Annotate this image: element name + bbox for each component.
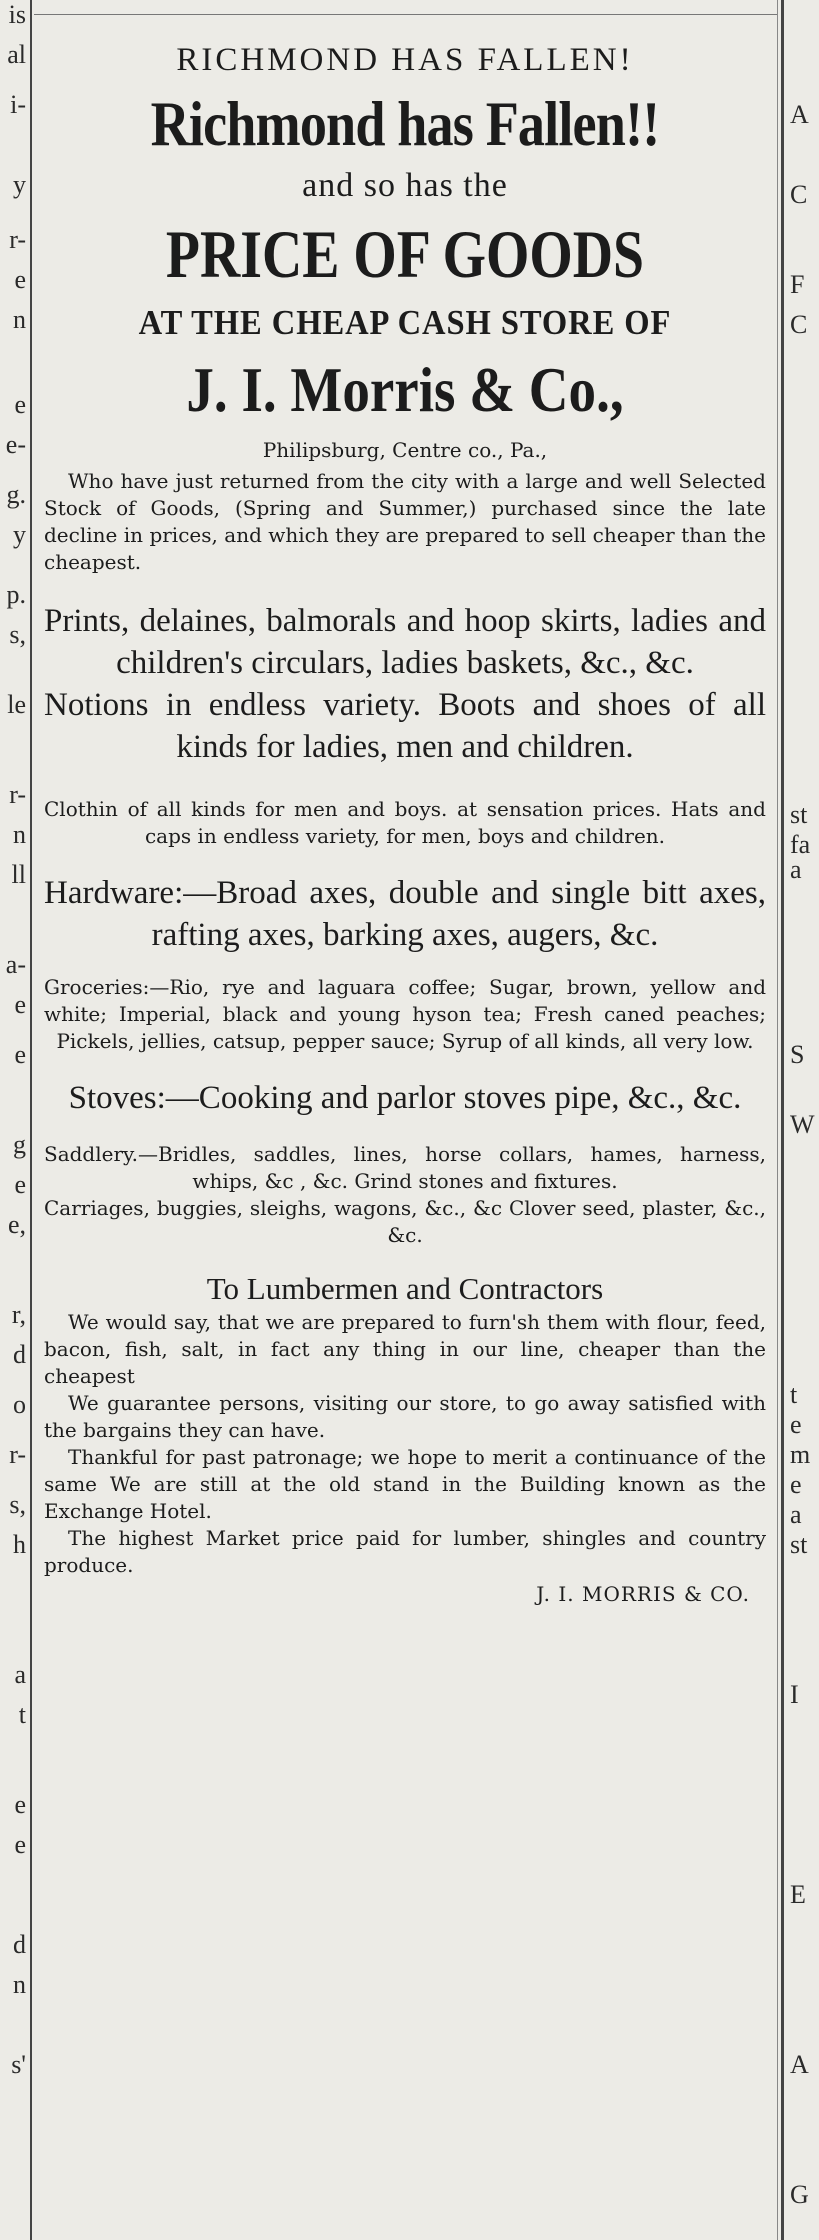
stoves-paragraph: Stoves:—Cooking and parlor stoves pipe, &c., &c. bbox=[68, 1080, 742, 1116]
headline-4: PRICE OF GOODS bbox=[165, 216, 645, 292]
groceries-paragraph: Groceries:—Rio, rye and laguara coffee; Sugar, brown, yellow and white; Imperial, black and young hyson tea; Fresh caned peaches; Pickels, jellies, catsup, pepper sauce; Syrup of all kinds, all very low. bbox=[44, 975, 766, 1053]
right-column-rule-inner bbox=[777, 0, 778, 2240]
left-fragment-text-17: a- bbox=[5, 950, 26, 979]
left-fragment-text-18: e bbox=[14, 990, 26, 1019]
lumbermen-heading: To Lumbermen and Contractors bbox=[206, 1271, 604, 1306]
headline-2: Richmond has Fallen!! bbox=[150, 89, 660, 159]
left-fragment-text-27: s, bbox=[9, 1490, 26, 1519]
left-fragment-text-21: e bbox=[14, 1170, 26, 1199]
right-fragment-text-12: e bbox=[790, 1470, 802, 1499]
carriages-paragraph: Carriages, buggies, sleighs, wagons, &c., &c Clover seed, plaster, &c., &c. bbox=[44, 1196, 766, 1247]
intro-paragraph: Who have just returned from the city with a large and well Selected Stock of Goods, (Spring and Summer,) purchased since the late decline in prices, and which they are prepared to sell cheaper than the cheapest. bbox=[44, 469, 766, 574]
left-fragment-text-15: n bbox=[13, 820, 26, 849]
left-fragment-text-14: r- bbox=[9, 780, 26, 809]
left-fragment-text-1: al bbox=[7, 40, 26, 69]
saddlery-paragraph: Saddlery.—Bridles, saddles, lines, horse collars, hames, harness, whips, &c , &c. Grind stones and fixtures. bbox=[44, 1142, 766, 1193]
signature: J. I. MORRIS & CO. bbox=[536, 1582, 750, 1606]
clothing-paragraph: Clothin of all kinds for men and boys. at sensation prices. Hats and caps in endless variety, for men, boys and children. bbox=[44, 797, 766, 848]
right-fragment-text-6: a bbox=[790, 855, 802, 884]
right-fragment-text-3: C bbox=[790, 310, 808, 339]
left-fragment-text-0: is bbox=[8, 0, 26, 29]
left-fragment-text-34: n bbox=[13, 1970, 26, 1999]
headline-5: AT THE CHEAP CASH STORE OF bbox=[138, 303, 672, 342]
left-fragment-text-30: t bbox=[18, 1700, 26, 1729]
left-fragment-text-12: s, bbox=[9, 620, 26, 649]
left-fragment-text-10: y bbox=[13, 520, 26, 549]
left-fragment-text-32: e bbox=[14, 1830, 26, 1859]
right-fragment-text-18: G bbox=[790, 2180, 809, 2209]
left-fragment-text-2: i- bbox=[10, 90, 26, 119]
right-fragment-text-2: F bbox=[790, 270, 805, 299]
right-fragment-text-17: A bbox=[790, 2050, 809, 2079]
thanks-paragraph: Thankful for past patronage; we hope to merit a continuance of the same We are still at the old stand in the Building known as the Exchange Hotel. bbox=[44, 1445, 766, 1523]
right-fragment-text-16: E bbox=[790, 1880, 806, 1909]
firm-name: J. I. Morris & Co., bbox=[186, 354, 624, 425]
location: Philipsburg, Centre co., Pa., bbox=[262, 438, 548, 462]
left-fragment-text-33: d bbox=[13, 1930, 26, 1959]
left-fragment-text-31: e bbox=[14, 1790, 26, 1819]
left-fragment-text-3: y bbox=[13, 170, 26, 199]
left-fragment-text-29: a bbox=[14, 1660, 26, 1689]
left-fragment-text-22: e, bbox=[7, 1210, 26, 1239]
right-fragment-text-11: m bbox=[790, 1440, 811, 1469]
left-fragment-text-5: e bbox=[14, 265, 26, 294]
right-fragment-text-10: e bbox=[790, 1410, 802, 1439]
advertisement bbox=[44, 40, 766, 1609]
left-fragment-text-9: g. bbox=[6, 480, 26, 509]
headline-3: and so has the bbox=[302, 167, 508, 204]
left-fragment-text-6: n bbox=[13, 305, 26, 334]
prints-paragraph: Prints, delaines, balmorals and hoop skirts, ladies and children's circulars, ladies baskets, &c., &c. bbox=[44, 603, 766, 681]
right-fragment-text-7: S bbox=[790, 1040, 805, 1069]
right-fragment-text-0: A bbox=[790, 100, 809, 129]
notions-paragraph: Notions in endless variety. Boots and shoes of all kinds for ladies, men and children. bbox=[44, 687, 766, 765]
right-column-rule bbox=[781, 0, 784, 2240]
guarantee-paragraph: We guarantee persons, visiting our store, to go away satisfied with the bargains they can have. bbox=[44, 1391, 766, 1442]
left-fragment-text-26: r- bbox=[9, 1440, 26, 1469]
right-fragment-text-13: a bbox=[790, 1500, 802, 1529]
right-fragment-text-15: I bbox=[790, 1680, 799, 1709]
market-paragraph: The highest Market price paid for lumber, shingles and country produce. bbox=[44, 1526, 766, 1577]
left-fragment-text-35: s' bbox=[11, 2050, 26, 2079]
left-column-rule bbox=[30, 0, 32, 2240]
right-fragment-text-1: C bbox=[790, 180, 808, 209]
left-fragment-text-11: p. bbox=[6, 580, 26, 609]
headline-1: RICHMOND HAS FALLEN! bbox=[176, 42, 634, 78]
left-fragment-text-28: h bbox=[13, 1530, 26, 1559]
left-fragment-text-19: e bbox=[14, 1040, 26, 1069]
top-rule bbox=[34, 14, 778, 15]
left-fragment-text-20: g bbox=[13, 1130, 26, 1159]
left-fragment-text-8: e- bbox=[5, 430, 26, 459]
hardware-paragraph: Hardware:—Broad axes, double and single bitt axes, rafting axes, barking axes, augers, &c. bbox=[44, 875, 766, 953]
left-column-fragment bbox=[0, 0, 28, 2240]
right-fragment-text-4: st bbox=[790, 800, 808, 829]
left-fragment-text-25: o bbox=[13, 1390, 26, 1419]
left-fragment-text-23: r, bbox=[11, 1300, 26, 1329]
left-fragment-text-7: e bbox=[14, 390, 26, 419]
right-fragment-text-5: fa bbox=[790, 830, 811, 859]
right-column-fragment bbox=[786, 0, 819, 2240]
right-fragment-text-14: st bbox=[790, 1530, 808, 1559]
left-fragment-text-16: ll bbox=[11, 860, 26, 889]
left-fragment-text-13: le bbox=[7, 690, 26, 719]
right-fragment-text-8: W bbox=[790, 1110, 815, 1139]
lumbermen-paragraph: We would say, that we are prepared to furn'sh them with flour, feed, bacon, fish, salt, in fact any thing in our line, cheaper than the cheapest bbox=[44, 1310, 766, 1388]
right-fragment-text-9: t bbox=[790, 1380, 798, 1409]
left-fragment-text-24: d bbox=[13, 1340, 26, 1369]
left-fragment-text-4: r- bbox=[9, 225, 26, 254]
